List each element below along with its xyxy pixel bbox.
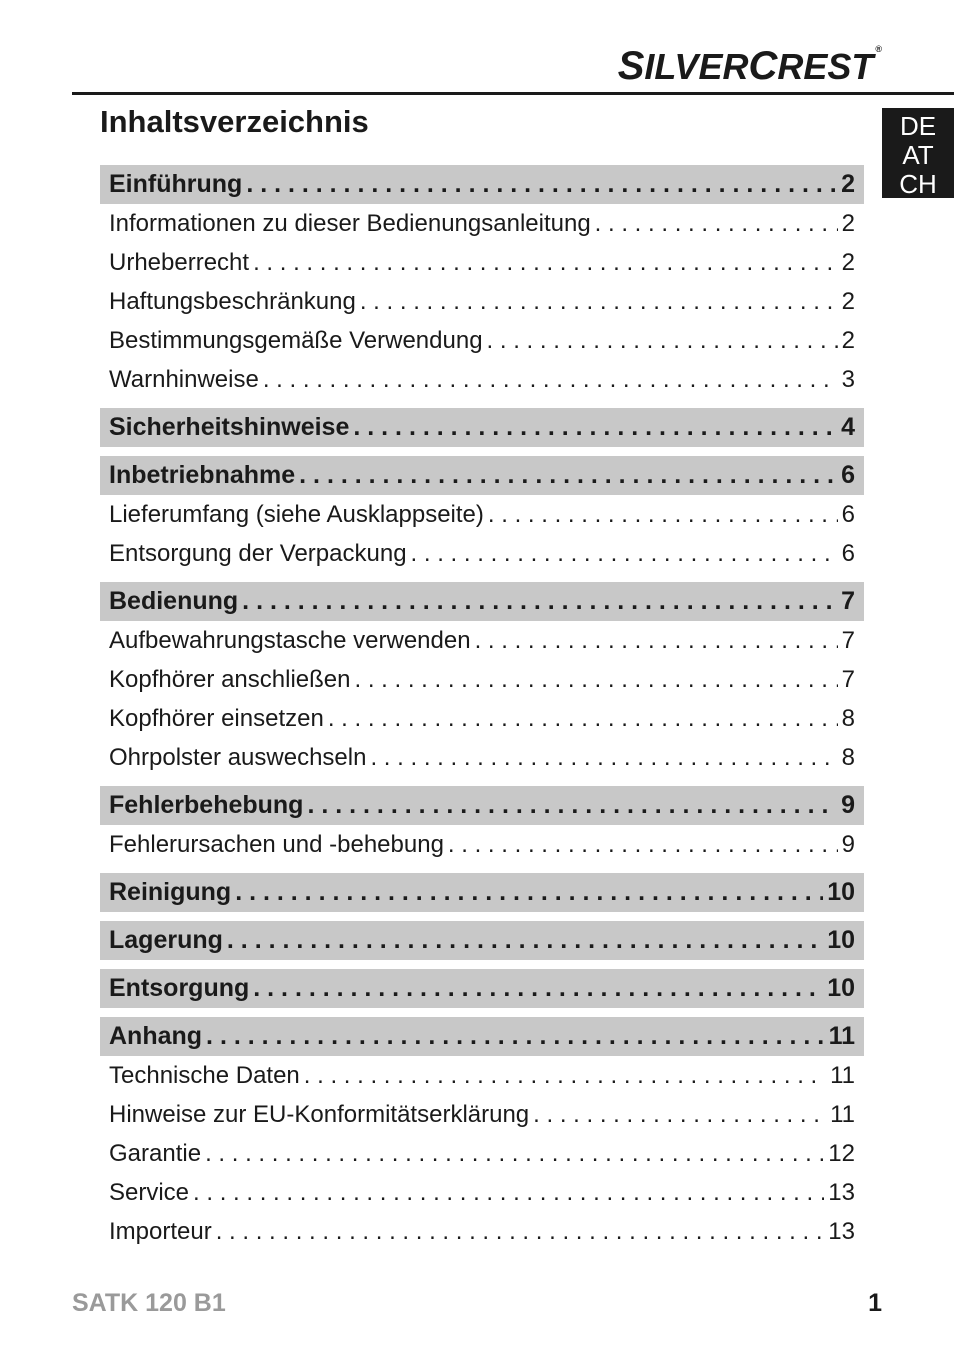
dot-leader	[533, 1095, 826, 1134]
toc-section-page: 6	[841, 461, 855, 489]
toc-section-page: 11	[828, 1022, 855, 1050]
toc-section-label: Entsorgung	[109, 974, 250, 1002]
toc-entry	[100, 360, 864, 399]
toc-entry-page: 2	[841, 210, 855, 237]
section-spacer	[100, 960, 864, 969]
dot-leader	[304, 1056, 826, 1095]
dot-leader	[353, 408, 837, 447]
toc-entry	[100, 282, 864, 321]
toc-entry	[100, 825, 864, 864]
toc-entry-label: Garantie	[109, 1140, 202, 1167]
dot-leader	[235, 873, 823, 912]
toc-section-page: 9	[841, 791, 855, 819]
toc-entry-page: 13	[828, 1179, 855, 1206]
dot-leader	[360, 282, 838, 321]
table-of-contents	[100, 165, 864, 1251]
toc-entry	[100, 699, 864, 738]
toc-entry-page: 2	[841, 288, 855, 315]
section-spacer	[100, 777, 864, 786]
dot-leader	[448, 825, 838, 864]
section-spacer	[100, 912, 864, 921]
toc-section	[100, 921, 864, 960]
toc-section	[100, 456, 864, 495]
brand-logo: SILVERCREST ®	[617, 44, 882, 88]
section-spacer	[100, 1008, 864, 1017]
toc-section-label: Reinigung	[109, 878, 232, 906]
toc-section-label: Sicherheitshinweise	[109, 413, 350, 441]
toc-entry-label: Ohrpolster auswechseln	[109, 744, 367, 771]
toc-section	[100, 165, 864, 204]
dot-leader	[595, 204, 838, 243]
toc-entry-page: 13	[828, 1218, 855, 1245]
toc-entry-page: 7	[841, 666, 855, 693]
registered-mark: ®	[875, 44, 882, 54]
dot-leader	[299, 456, 837, 495]
toc-entry-label: Fehlerursachen und -behebung	[109, 831, 444, 858]
dot-leader	[227, 921, 823, 960]
toc-entry-page: 6	[841, 501, 855, 528]
toc-section	[100, 969, 864, 1008]
toc-entry-label: Entsorgung der Verpackung	[109, 540, 407, 567]
toc-entry	[100, 660, 864, 699]
section-spacer	[100, 447, 864, 456]
toc-entry-page: 3	[841, 366, 855, 393]
toc-section-page: 4	[841, 413, 855, 441]
toc-entry	[100, 738, 864, 777]
dot-leader	[475, 621, 838, 660]
page-title: Inhaltsverzeichnis	[100, 104, 369, 139]
language-de: DE	[899, 111, 937, 141]
toc-section-page: 10	[827, 974, 855, 1002]
dot-leader	[307, 786, 837, 825]
toc-entry-label: Aufbewahrungstasche verwenden	[109, 627, 471, 654]
toc-section	[100, 408, 864, 447]
dot-leader	[193, 1173, 824, 1212]
toc-entry-page: 7	[841, 627, 855, 654]
toc-entry-page: 12	[828, 1140, 855, 1167]
toc-entry-label: Bestimmungsgemäße Verwendung	[109, 327, 483, 354]
model-number: SATK 120 B1	[72, 1289, 226, 1317]
toc-entry-label: Kopfhörer einsetzen	[109, 705, 324, 732]
toc-entry	[100, 621, 864, 660]
header-rule	[72, 92, 954, 95]
toc-entry-page: 11	[830, 1062, 855, 1089]
toc-entry	[100, 534, 864, 573]
toc-entry-label: Technische Daten	[109, 1062, 300, 1089]
dot-leader	[246, 165, 837, 204]
toc-section-page: 7	[841, 587, 855, 615]
toc-section-label: Lagerung	[109, 926, 223, 954]
dot-leader	[370, 738, 837, 777]
toc-section	[100, 873, 864, 912]
toc-entry-page: 8	[841, 744, 855, 771]
toc-section	[100, 786, 864, 825]
dot-leader	[205, 1134, 824, 1173]
toc-entry-label: Kopfhörer anschließen	[109, 666, 351, 693]
language-tab	[882, 108, 954, 198]
dot-leader	[328, 699, 838, 738]
dot-leader	[263, 360, 838, 399]
toc-entry-label: Urheberrecht	[109, 249, 250, 276]
dot-leader	[216, 1212, 825, 1251]
toc-section-label: Bedienung	[109, 587, 239, 615]
toc-section-label: Inbetriebnahme	[109, 461, 296, 489]
toc-entry	[100, 1212, 864, 1251]
toc-entry-page: 11	[830, 1101, 855, 1128]
dot-leader	[242, 582, 837, 621]
toc-entry-label: Warnhinweise	[109, 366, 259, 393]
dot-leader	[411, 534, 838, 573]
toc-entry-label: Lieferumfang (siehe Ausklappseite)	[109, 501, 484, 528]
toc-entry-label: Haftungsbeschränkung	[109, 288, 356, 315]
toc-entry	[100, 1134, 864, 1173]
toc-entry-page: 9	[841, 831, 855, 858]
toc-section	[100, 582, 864, 621]
toc-section-label: Fehlerbehebung	[109, 791, 304, 819]
toc-entry	[100, 243, 864, 282]
toc-entry	[100, 321, 864, 360]
toc-entry-page: 2	[841, 249, 855, 276]
toc-section-label: Einführung	[109, 170, 243, 198]
toc-entry-label: Informationen zu dieser Bedienungsanleitung	[109, 210, 591, 237]
section-spacer	[100, 573, 864, 582]
toc-section	[100, 1017, 864, 1056]
toc-entry-page: 6	[841, 540, 855, 567]
toc-entry-label: Hinweise zur EU-Konformitätserklärung	[109, 1101, 530, 1128]
toc-entry-label: Service	[109, 1179, 190, 1206]
language-at: AT	[902, 140, 934, 170]
toc-section-label: Anhang	[109, 1022, 203, 1050]
section-spacer	[100, 399, 864, 408]
toc-section-page: 2	[841, 170, 855, 198]
toc-entry	[100, 1095, 864, 1134]
toc-section-page: 10	[827, 926, 855, 954]
section-spacer	[100, 864, 864, 873]
dot-leader	[253, 243, 838, 282]
toc-entry-label: Importeur	[109, 1218, 212, 1245]
dot-leader	[253, 969, 823, 1008]
toc-entry-page: 2	[841, 327, 855, 354]
toc-entry	[100, 495, 864, 534]
dot-leader	[206, 1017, 825, 1056]
page-number: 1	[868, 1289, 882, 1317]
language-ch: CH	[899, 169, 937, 199]
dot-leader	[487, 321, 838, 360]
toc-entry-page: 8	[841, 705, 855, 732]
dot-leader	[354, 660, 837, 699]
toc-entry	[100, 1056, 864, 1095]
toc-section-page: 10	[827, 878, 855, 906]
dot-leader	[488, 495, 838, 534]
toc-entry	[100, 1173, 864, 1212]
toc-entry	[100, 204, 864, 243]
